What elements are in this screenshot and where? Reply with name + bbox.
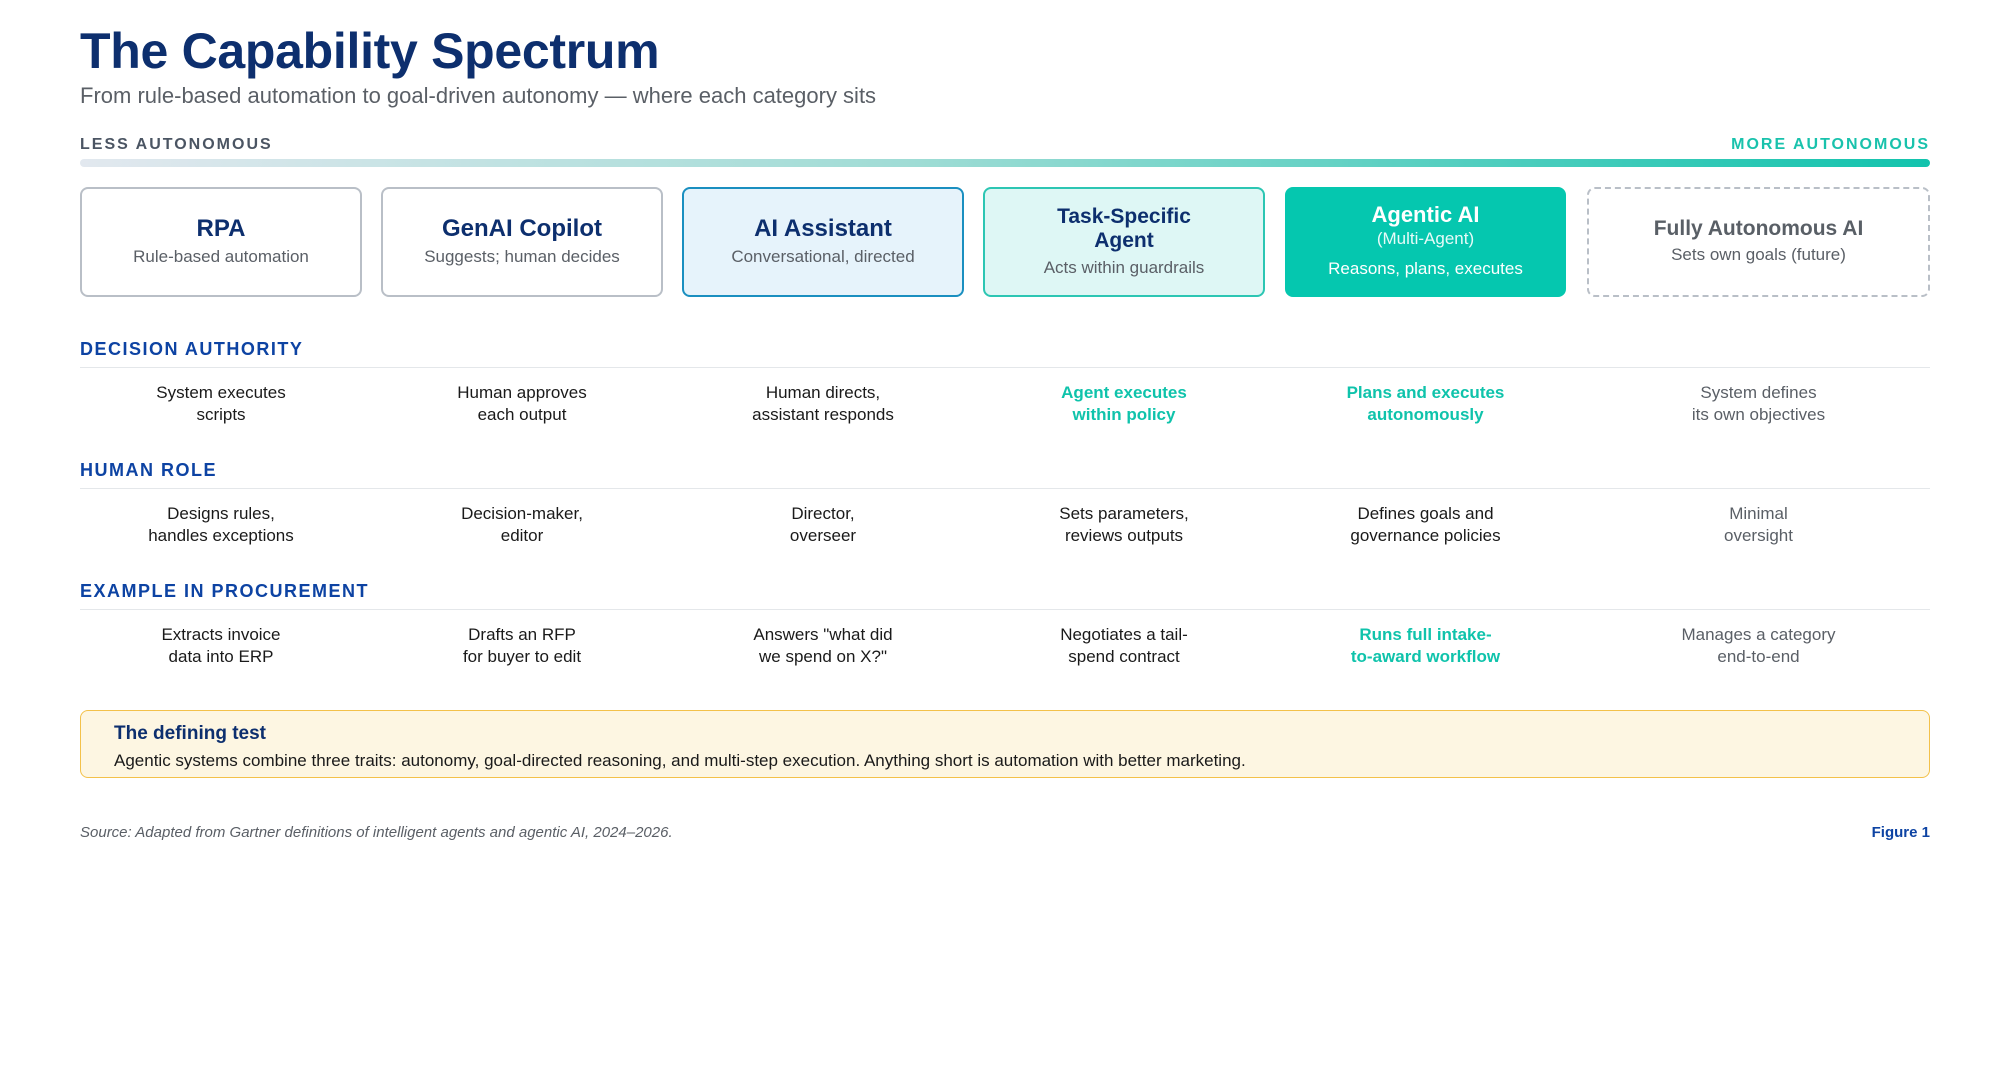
category-name: GenAI Copilot [442,214,602,242]
category-name-line2: Agent [1094,228,1154,252]
section-divider [80,367,1930,368]
category-card-rpa [80,187,362,297]
category-card-fully-autonomous-ai [1587,187,1930,297]
section-heading-decision-authority: DECISION AUTHORITY [80,339,304,359]
cell-rpa: System executes scripts [156,383,286,425]
category-desc: Rule-based automation [133,246,309,266]
section-heading-human-role: HUMAN ROLE [80,460,217,480]
category-card-genai-copilot [381,187,663,297]
example-row [80,624,1930,672]
cell-agentic-ai: Plans and executes autonomously [1346,383,1505,425]
cell-fully-autonomous-ai: Manages a category end-to-end [1681,625,1836,667]
category-card-ai-assistant [682,187,964,297]
decision-authority-row [80,382,1930,430]
cell-rpa: Designs rules, handles exceptions [148,504,294,546]
cell-ai-assistant: Director, overseer [789,504,857,546]
section-heading-example: EXAMPLE IN PROCUREMENT [80,581,370,601]
figure-label: Figure 1 [1871,824,1930,841]
category-desc: Acts within guardrails [1043,258,1205,278]
human-role-row [80,503,1930,551]
callout-title: The defining test [114,723,266,744]
cell-genai-copilot: Human approves each output [457,383,587,425]
cell-ai-assistant: Human directs, assistant responds [752,383,894,425]
category-name: AI Assistant [754,214,892,242]
cell-task-specific-agent: Sets parameters, reviews outputs [1059,504,1189,546]
category-desc: Reasons, plans, executes [1328,259,1523,279]
section-divider [80,609,1930,610]
page-subtitle: From rule-based automation to goal-driven autonomy — where each category sits [80,83,877,108]
cell-task-specific-agent: Negotiates a tail- spend contract [1060,625,1188,667]
category-card-task-specific-agent [983,187,1265,297]
category-name: Agentic AI [1371,202,1480,228]
autonomy-gradient-bar [80,159,1930,167]
cell-task-specific-agent: Agent executes within policy [1061,383,1187,425]
category-desc: Conversational, directed [731,246,915,266]
source-note: Source: Adapted from Gartner definitions of intelligent agents and agentic AI, 2024–2026. [80,824,673,841]
cell-fully-autonomous-ai: System defines its own objectives [1691,383,1826,425]
scale-label-more: MORE AUTONOMOUS [1731,136,1930,153]
cell-genai-copilot: Decision-maker, editor [461,504,583,546]
cell-fully-autonomous-ai: Minimal oversight [1724,504,1793,546]
category-name: Fully Autonomous AI [1653,217,1864,241]
cell-agentic-ai: Runs full intake- to-award workflow [1350,625,1501,667]
callout-body: Agentic systems combine three traits: autonomy, goal-directed reasoning, and multi-step execution. Anything short is automation with better marketing. [114,751,1246,770]
category-desc: Suggests; human decides [424,246,620,266]
cell-genai-copilot: Drafts an RFP for buyer to edit [462,625,582,667]
cell-agentic-ai: Defines goals and governance policies [1350,504,1501,546]
defining-test-callout [80,710,1930,778]
section-divider [80,488,1930,489]
scale-label-less: LESS AUTONOMOUS [80,136,273,153]
category-card-agentic-ai [1285,187,1566,297]
category-name: RPA [196,214,246,242]
category-sub: (Multi-Agent) [1376,229,1475,249]
cell-rpa: Extracts invoice data into ERP [161,625,281,667]
category-name-line1: Task-Specific [1057,205,1191,229]
category-desc: Sets own goals (future) [1671,245,1846,265]
cell-ai-assistant: Answers "what did we spend on X?" [753,625,893,667]
category-row [80,187,1930,297]
page-title: The Capability Spectrum [80,23,660,79]
